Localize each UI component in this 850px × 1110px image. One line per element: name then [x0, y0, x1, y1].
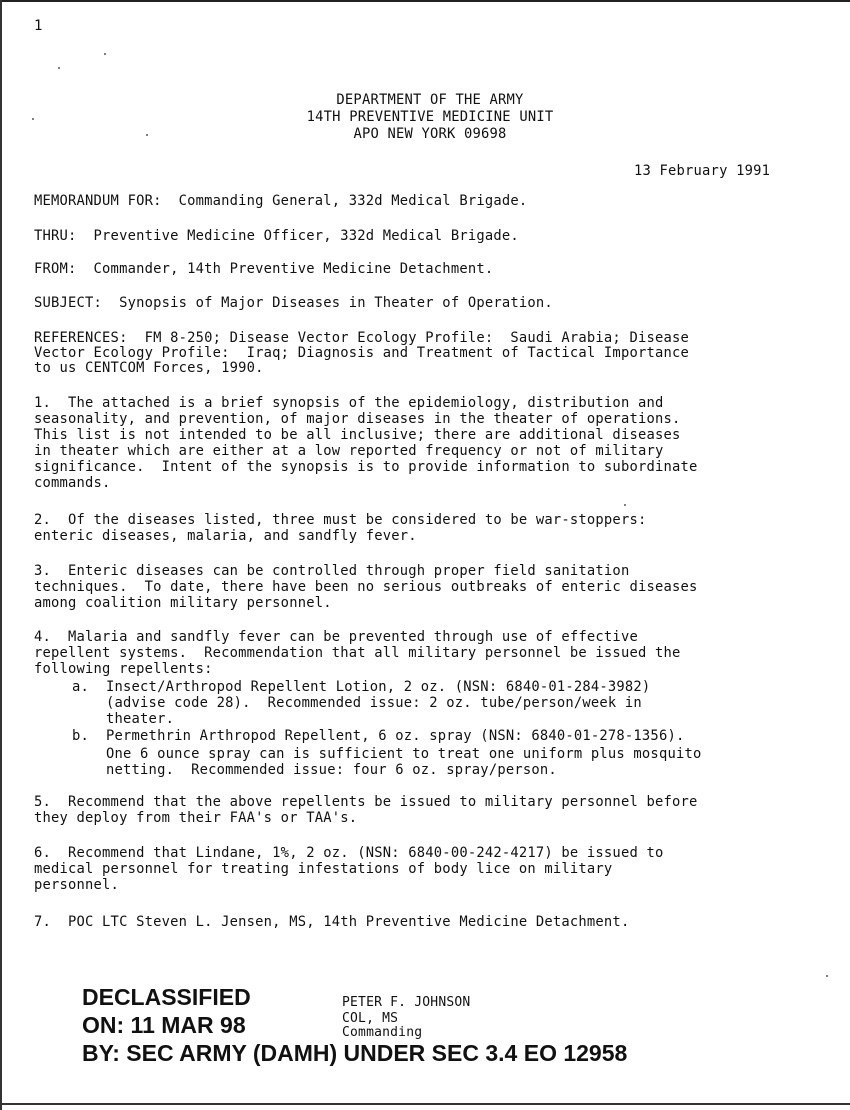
scan-speck — [104, 53, 106, 55]
paragraph-2-line: enteric diseases, malaria, and sandfly fever. — [34, 528, 417, 544]
subject-line: SUBJECT: Synopsis of Major Diseases in Theater of Operation. — [34, 295, 553, 311]
item-a-line: theater. — [72, 711, 175, 727]
declassified-stamp-line-3: BY: SEC ARMY (DAMH) UNDER SEC 3.4 EO 12958 — [82, 1040, 628, 1066]
paragraph-1-line: commands. — [34, 475, 111, 491]
scan-speck — [826, 975, 828, 977]
signature-title: Commanding — [342, 1025, 423, 1040]
paragraph-3-line: 3. Enteric diseases can be controlled through proper field sanitation — [34, 563, 630, 579]
page-border-bottom — [0, 1103, 850, 1105]
paragraph-1-line: significance. Intent of the synopsis is to provide information to subordinate — [34, 459, 698, 475]
from-line: FROM: Commander, 14th Preventive Medicine Detachment. — [34, 261, 494, 277]
paragraph-7: 7. POC LTC Steven L. Jensen, MS, 14th Preventive Medicine Detachment. — [34, 914, 630, 930]
references-line: to us CENTCOM Forces, 1990. — [34, 360, 264, 376]
signature-name: PETER F. JOHNSON — [342, 995, 471, 1010]
paragraph-4-line: repellent systems. Recommendation that all military personnel be issued the — [34, 645, 681, 661]
references-line: REFERENCES: FM 8-250; Disease Vector Ecology Profile: Saudi Arabia; Disease — [34, 330, 689, 346]
paragraph-6-line: personnel. — [34, 877, 120, 893]
paragraph-2-line: 2. Of the diseases listed, three must be considered to be war-stoppers: — [34, 512, 647, 528]
declassified-stamp-line-2: ON: 11 MAR 98 — [82, 1012, 246, 1038]
paragraph-4-line: following repellents: — [34, 661, 213, 677]
scan-speck — [58, 67, 60, 69]
memo-for-line: MEMORANDUM FOR: Commanding General, 332d Medical Brigade. — [34, 193, 528, 209]
paragraph-6-line: medical personnel for treating infestations of body lice on military — [34, 861, 613, 877]
item-b-line: netting. Recommended issue: four 6 oz. spray/person. — [72, 762, 557, 778]
paragraph-3-line: techniques. To date, there have been no serious outbreaks of enteric diseases — [34, 579, 698, 595]
declassified-stamp-line-1: DECLASSIFIED — [82, 984, 251, 1010]
item-a-line: (advise code 28). Recommended issue: 2 oz. tube/person/week in — [72, 695, 642, 711]
item-a-line: a. Insect/Arthropod Repellent Lotion, 2 oz. (NSN: 6840-01-284-3982) — [72, 679, 651, 695]
letterhead-line-1: DEPARTMENT OF THE ARMY — [336, 92, 524, 108]
paragraph-4-line: 4. Malaria and sandfly fever can be prevented through use of effective — [34, 629, 638, 645]
paragraph-6-line: 6. Recommend that Lindane, 1%, 2 oz. (NSN: 6840-00-242-4217) be issued to — [34, 845, 664, 861]
paragraph-1-line: This list is not intended to be all inclusive; there are additional diseases — [34, 427, 681, 443]
thru-line: THRU: Preventive Medicine Officer, 332d Medical Brigade. — [34, 228, 519, 244]
page-number: 1 — [34, 18, 43, 34]
signature-rank: COL, MS — [342, 1011, 399, 1026]
item-b-line: One 6 ounce spray can is sufficient to treat one uniform plus mosquito — [72, 746, 702, 762]
references-line: Vector Ecology Profile: Iraq; Diagnosis and Treatment of Tactical Importance — [34, 345, 689, 361]
page-border-top — [0, 0, 850, 2]
memo-date: 13 February 1991 — [634, 163, 771, 179]
paragraph-1-line: in theater which are either at a low reported frequency or not of military — [34, 443, 664, 459]
page-border-left — [0, 0, 2, 1110]
paragraph-5-line: 5. Recommend that the above repellents be issued to military personnel before — [34, 794, 698, 810]
paragraph-1-line: 1. The attached is a brief synopsis of the epidemiology, distribution and — [34, 395, 664, 411]
scan-speck — [624, 504, 626, 506]
letterhead-line-2: 14TH PREVENTIVE MEDICINE UNIT — [306, 109, 554, 125]
paragraph-5-line: they deploy from their FAA's or TAA's. — [34, 810, 358, 826]
item-b-line: b. Permethrin Arthropod Repellent, 6 oz. spray (NSN: 6840-01-278-1356). — [72, 728, 685, 744]
paragraph-1-line: seasonality, and prevention, of major diseases in the theater of operations. — [34, 411, 681, 427]
letterhead-line-3: APO NEW YORK 09698 — [353, 126, 507, 142]
paragraph-3-line: among coalition military personnel. — [34, 595, 332, 611]
